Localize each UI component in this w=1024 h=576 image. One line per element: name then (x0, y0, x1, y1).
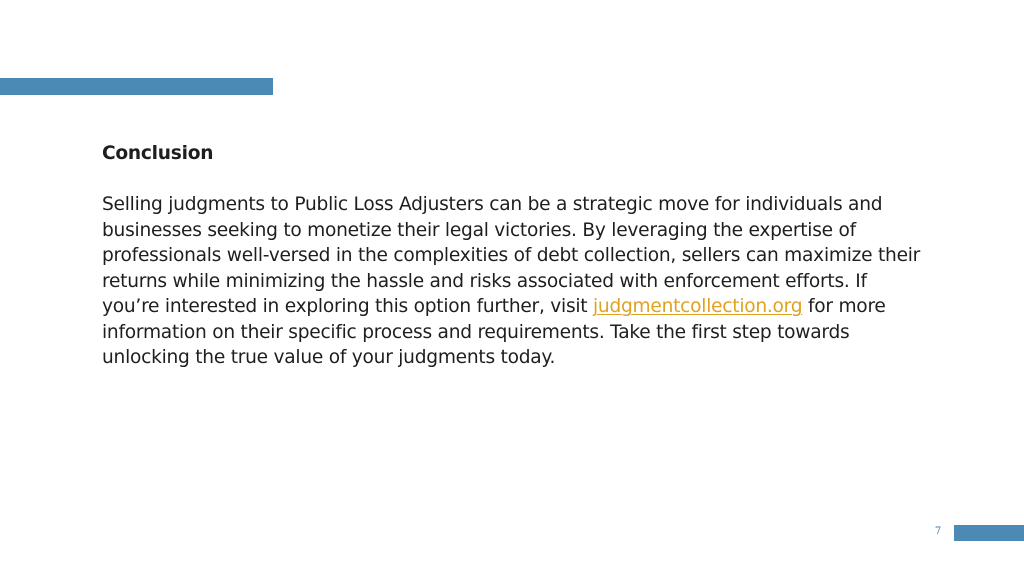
top-accent-bar (0, 78, 273, 95)
page-number: 7 (934, 526, 942, 537)
bottom-accent-bar (954, 525, 1024, 541)
paragraph-text-before-link: Selling judgments to Public Loss Adjusters can be a strategic move for individuals and businesses seeking to monetize their legal victories. By leveraging the expertise of professionals well-versed in the complexities of debt collection, sellers can maximize their returns while minimizing the hassle and risks associated with enforcement efforts. If you’re interested in exploring this option further, visit (102, 194, 921, 317)
slide-content (102, 141, 922, 371)
paragraph-text-after-link: for more information on their specific process and requirements. Take the first step towards unlocking the true value of your judgments today. (102, 296, 886, 368)
conclusion-paragraph (102, 192, 922, 371)
judgmentcollection-link[interactable]: judgmentcollection.org (593, 296, 803, 317)
slide-heading: Conclusion (102, 143, 214, 164)
